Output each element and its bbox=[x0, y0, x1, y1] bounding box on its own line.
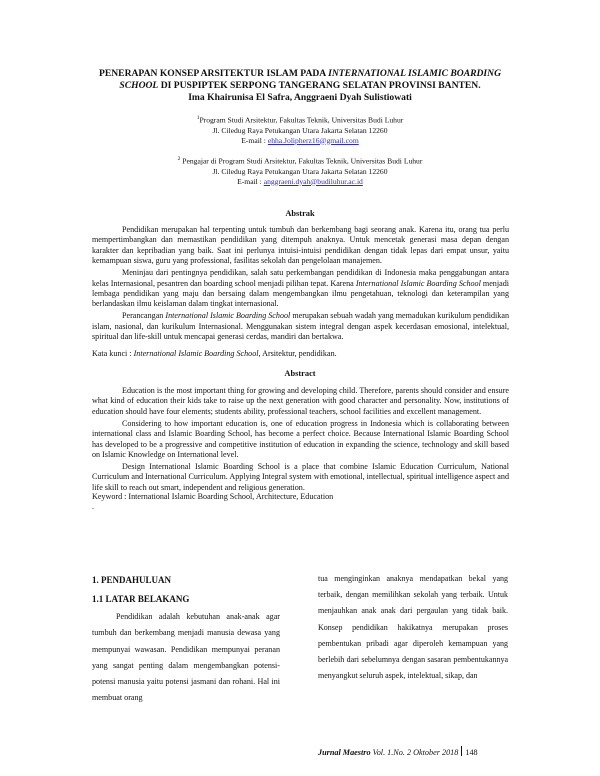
affiliation-1 bbox=[130, 113, 470, 146]
affiliation-1-email-link[interactable]: ehha.Jolipherz16@gmail.com bbox=[267, 135, 359, 145]
authors: Ima Khairunisa El Safra, Anggraeni Dyah Sulistiowati bbox=[188, 92, 412, 103]
footer-journal: Jurnal Maestro bbox=[318, 748, 371, 757]
footer-divider bbox=[461, 746, 462, 756]
kata-kunci-label: Kata kunci : bbox=[92, 349, 134, 358]
footer-volume: Vol. 1.No. 2 Oktober 2018 bbox=[370, 748, 459, 757]
abstrak-p3-b: merupakan sebuah wadah yang memadukan kurikulum pendidikan islam, nasional, dan kurikulum Internasional. Menggunakan sistem integral dengan aspek kecerdasan emosional, intelektual, spiritual dan life-skill untuk mencapai generasi cerdas, mandiri dan bertakwa. bbox=[92, 311, 509, 342]
abstract-paragraph-1: Education is the most important thing for growing and developing child. Therefore, parents should consider and ensure what kind of education their kids take to raise up the next generation with good character and personality. Now, institutions of education should have four elements; students ability, professional teachers, school facilities and excellent management. bbox=[92, 386, 509, 416]
abstrak-body bbox=[92, 225, 509, 344]
body-right-column: tua menginginkan anaknya mendapatkan bekal yang terbaik, dengan memilihkan sekolah yang terbaik. Untuk menjauhkan anak anak dari pergaulan yang tidak baik. Konsep pendidikan hakikatnya merupakan proses pembentukan pribadi agar diperoleh kemampuan yang berlebih dari sebelumnya dengan sasaran pembentukannya menyangkut seluruh aspek, intelektual, sikap, dan bbox=[318, 574, 508, 681]
paper-title bbox=[70, 68, 530, 92]
abstrak-paragraph-3 bbox=[92, 311, 509, 342]
kata-kunci bbox=[92, 349, 509, 359]
section-heading-pendahuluan: 1. PENDAHULUAN bbox=[92, 575, 172, 585]
kata-kunci-rest: , Arsitektur, pendidikan. bbox=[258, 349, 337, 358]
abstrak-p2-b: menjadi lembaga pendidikan yang maju dan bersaing dalam mengembangkan ilmu pengetahuan, teknologi dan keterampilan yang berlandaskan ilmu keislaman dalam tingkat internasional. bbox=[92, 278, 509, 309]
abstrak-paragraph-1: Pendidikan merupakan hal terpenting untuk tumbuh dan berkembang bagi seorang anak. Karena itu, orang tua perlu mempertimbangkan dan memastikan pendidikan yang ditempuh anaknya. Untuk mencetak generasi masa depan dengan karakter dan kepribadian yang baik. Saat ini perlunya intuisi-intuisi pendidikan dengan tidak lepas dari empat unsur, yaitu kemampuan siswa, guru yang professional, fasilitas sekolah dan pengelolaan manajemen. bbox=[92, 225, 509, 266]
body-right-column-wrap bbox=[318, 571, 508, 684]
title-line1-a: PENERAPAN KONSEP ARSITEKTUR ISLAM PADA bbox=[98, 68, 329, 79]
title-line2-b: DI PUSPIPTEK SERPONG TANGERANG SELATAN PROVINSI BANTEN. bbox=[158, 80, 481, 91]
kata-kunci-italic: International Islamic Boarding School bbox=[133, 349, 259, 358]
abstract-paragraph-3: Design International Islamic Boarding School is a place that combine Islamic Education Curriculum, National Curriculum and International Curriculum. Applying Integral system with emotional, intellectual, spiritual intelligence aspect and life skill to reach out smart, independent and religious generation. bbox=[92, 461, 509, 492]
affiliation-2 bbox=[130, 154, 470, 187]
affiliation-1-sup: 1 bbox=[196, 115, 200, 121]
affiliation-2-sup: 2 bbox=[177, 156, 181, 162]
abstrak-p3-a: Perancangan bbox=[122, 311, 166, 321]
abstrak-p2-italic: International Islamic Boarding School bbox=[355, 278, 481, 288]
trailing-dot: . bbox=[92, 502, 94, 511]
affiliation-2-email-label: E-mail : bbox=[237, 176, 264, 186]
footer-page-number: 148 bbox=[465, 748, 478, 757]
page-footer bbox=[318, 746, 478, 757]
abstract-heading: Abstract bbox=[284, 369, 316, 378]
affiliation-2-email-link[interactable]: anggraeni.dyah@budiluhur.ac.id bbox=[263, 176, 363, 186]
affiliation-2-line2: Jl. Ciledug Raya Petukangan Utara Jakarta Selatan 12260 bbox=[212, 166, 388, 176]
abstrak-heading: Abstrak bbox=[285, 209, 315, 218]
affiliation-1-line2: Jl. Ciledug Raya Petukangan Utara Jakarta Selatan 12260 bbox=[212, 125, 388, 135]
title-line2-a: SCHOOL bbox=[119, 80, 159, 91]
body-left-column: Pendidikan adalah kebutuhan anak-anak agar tumbuh dan berkembang menjadi manusia dewasa yang mempunyai wawasan. Pendidikan mempunyai peranan yang sangat penting dalam mengembangkan potensi-potensi manusia yaitu potensi jasmani dan rohani. Hal ini membuat orang bbox=[92, 612, 280, 703]
keywords: Keyword : International Islamic Boarding School, Architecture, Education bbox=[92, 492, 334, 501]
abstract-body bbox=[92, 386, 509, 495]
affiliation-1-email-label: E-mail : bbox=[241, 135, 268, 145]
title-line1-b: INTERNATIONAL ISLAMIC BOARDING bbox=[328, 68, 502, 79]
affiliation-1-line1: Program Studi Arsitektur, Fakultas Teknik, Universitas Budi Luhur bbox=[199, 115, 404, 125]
abstrak-p2-a: Meninjau dari pentingnya pendidikan, salah satu perkembangan pendidikan di Indonesia maka penggabungan antara kelas Internasional, pesantren dan boarding school menjadi pilihan tepat. Karena bbox=[92, 268, 509, 288]
section-heading-latar-belakang: 1.1 LATAR BELAKANG bbox=[92, 594, 190, 604]
abstrak-p3-italic: International Islamic Boarding School bbox=[165, 311, 291, 321]
abstract-paragraph-2: Considering to how important education is, one of education progress in Indonesia which is collaborating between international class and Islamic Boarding School, has become a perfect choice. Because International Islamic Boarding School has developed to be a progressive and competitive institution of education in expanding the science, technology and skill based on Islamic Knowledge on International level. bbox=[92, 418, 509, 459]
abstrak-paragraph-2 bbox=[92, 268, 509, 310]
affiliation-2-line1: Pengajar di Program Studi Arsitektur, Fakultas Teknik, Universitas Budi Luhur bbox=[180, 156, 423, 166]
